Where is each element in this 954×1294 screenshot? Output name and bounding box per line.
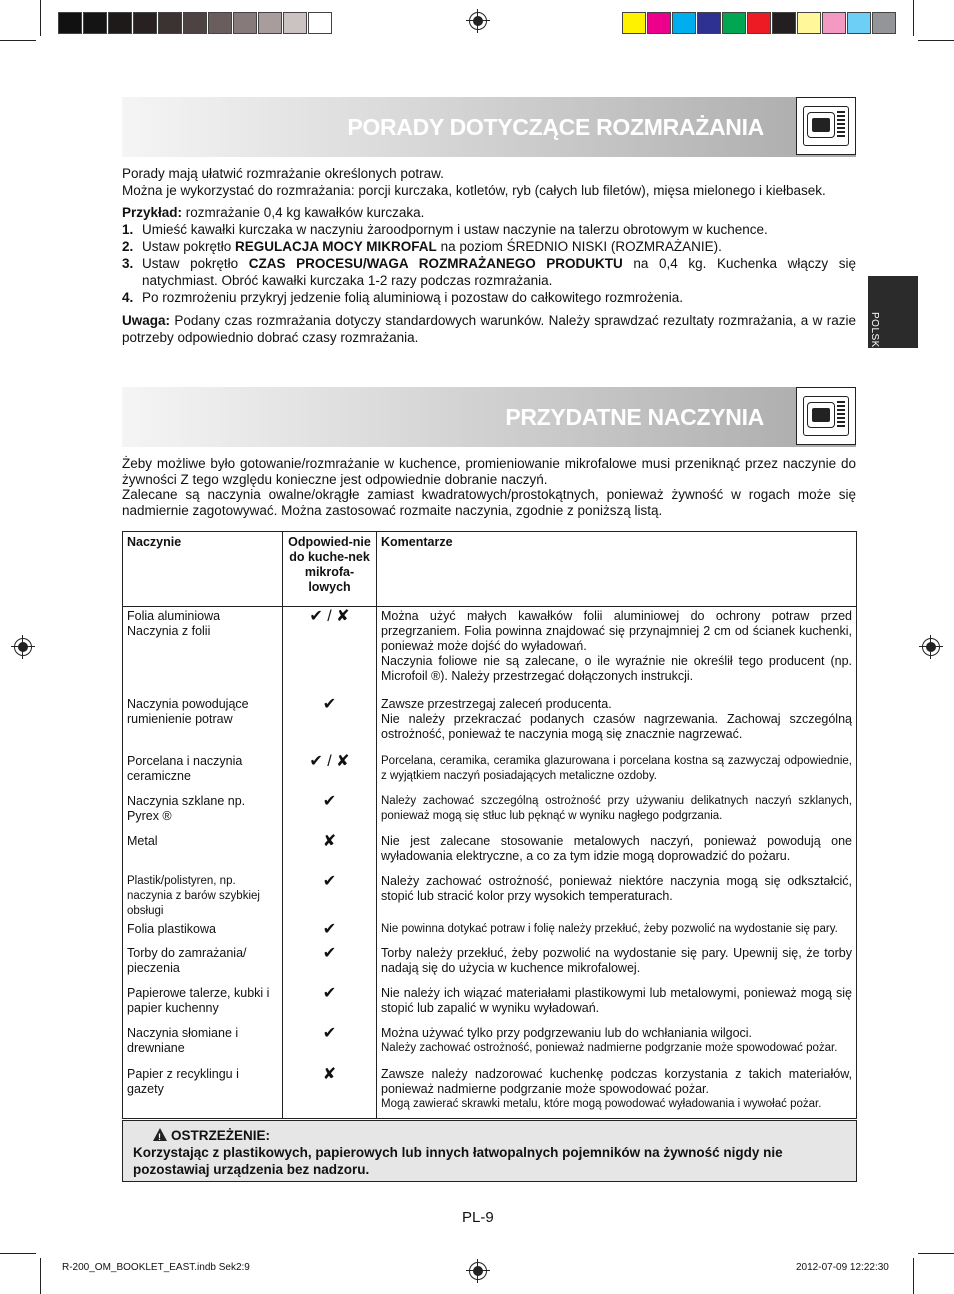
paragraph: Żeby możliwe było gotowanie/rozmrażanie w kuchence, promieniowanie mikrofalowe musi przeniknąć przez naczynie do żywności Z tego względu konieczne jest odpowiednie dobranie naczyń.: [122, 456, 856, 487]
language-tab-label: POLSKI: [869, 312, 880, 352]
comment-cell: [377, 752, 857, 792]
table-row: [123, 872, 857, 920]
cookware-name: Porcelana i naczynia ceramiczne: [123, 752, 283, 792]
section-banner-defrost: [122, 97, 856, 157]
warning-box: [122, 1120, 857, 1182]
table-row: [123, 944, 857, 984]
color-swatch: [258, 12, 282, 34]
comment-cell: [377, 832, 857, 872]
color-swatch: [233, 12, 257, 34]
suitability-mark: ✔: [283, 920, 377, 944]
crop-mark: [0, 1253, 36, 1254]
suitability-mark: ✔: [283, 1024, 377, 1065]
warning-triangle-icon: [153, 1128, 167, 1141]
color-swatch: [622, 12, 646, 34]
note-text: Podany czas rozmrażania dotyczy standardowych warunków. Należy sprawdzać rezultaty rozmrażania, a w razie potrzeby odpowiednio dobrać czasy rozmrażania.: [122, 313, 856, 345]
color-swatch: [797, 12, 821, 34]
step-item: 1. Umieść kawałki kurczaka w naczyniu żaroodpornym i ustaw naczynie na talerzu obrotowym w kuchence.: [122, 222, 768, 237]
grayscale-color-bar: [58, 12, 333, 34]
color-swatch: [108, 12, 132, 34]
table-row: [123, 1065, 857, 1119]
section-title: PRZYDATNE NACZYNIA: [505, 404, 764, 430]
comment-text: Nie należy ich wiązać materiałami plastikowymi lub metalowymi, ponieważ mogą się stopić lub zapalić w wyniku wyładowań.: [381, 985, 852, 1015]
comment-cell: [377, 944, 857, 984]
cookware-name: Papier z recyklingu i gazety: [123, 1065, 283, 1119]
note: [122, 312, 856, 346]
crop-mark: [40, 1258, 41, 1294]
color-swatch: [872, 12, 896, 34]
cookware-name: Naczynia szklane np. Pyrex ®: [123, 792, 283, 832]
table-row: [123, 752, 857, 792]
step-item: 4. Po rozmrożeniu przykryj jedzenie folią aluminiową i pozostaw do całkowitego rozmrożenia.: [122, 290, 683, 305]
table-row: [123, 984, 857, 1024]
cookware-name: Folia plastikowa: [123, 920, 283, 944]
color-swatch: [697, 12, 721, 34]
warning-label: OSTRZEŻENIE:: [171, 1128, 271, 1143]
cookware-table: [122, 531, 857, 1119]
suitability-mark: ✘: [283, 1065, 377, 1119]
crop-mark: [0, 40, 36, 41]
color-swatch: [772, 12, 796, 34]
cookware-name: Naczynia słomiane i drewniane: [123, 1024, 283, 1065]
comment-cell: [377, 1024, 857, 1065]
comment-note: Mogą zawierać skrawki metalu, które mogą powodować wyładowania i wywołać pożar.: [381, 1097, 822, 1110]
example-text: rozmrażanie 0,4 kg kawałków kurczaka.: [182, 205, 425, 220]
table-row: [123, 792, 857, 832]
cookware-name: Torby do zamrażania/ pieczenia: [123, 944, 283, 984]
cookware-name: Folia aluminiowa Naczynia z folii: [123, 607, 283, 695]
example-label: Przykład:: [122, 205, 183, 220]
microwave-icon: [796, 387, 856, 445]
comment-cell: [377, 984, 857, 1024]
warning-text: Korzystając z plastikowych, papierowych lub innych łatwopalnych pojemników na żywność nigdy nie pozostawiaj urządzenia bez nadzoru.: [133, 1145, 783, 1177]
table-row: [123, 832, 857, 872]
comment-text: Można użyć małych kawałków folii aluminiowej do ochrony potraw przed przegrzaniem. Folia powinna znajdować się przynajmniej 2 cm od ścianek kuchenki, ponieważ może dojść do wyładowań. Naczynia foliowe nie są zalecane, o ile wyraźnie nie określił tego producent (np. Microfoil ®). Należy przestrzegać dołączonych instrukcji.: [381, 609, 852, 683]
header-cell: Odpowied-nie do kuche-nek mikrofa-lowych: [283, 532, 377, 607]
cookware-name: Plastik/polistyren, np. naczynia z barów szybkiej obsługi: [123, 872, 283, 920]
step-item: 2. Ustaw pokrętło REGULACJA MOCY MIKROFAL na poziom ŚREDNIO NISKI (ROZMRAŻANIE).: [122, 239, 722, 254]
suitability-mark: ✔ / ✘: [283, 752, 377, 792]
comment-text: Można używać tylko przy podgrzewaniu lub do wchłaniania wilgoci.: [381, 1025, 753, 1040]
comment-text: Porcelana, ceramika, ceramika glazurowana i porcelana kostna są zazwyczaj odpowiednie, z wyjątkiem naczyń posiadających metaliczne ozdoby.: [381, 754, 852, 782]
crop-mark: [913, 1258, 914, 1294]
color-swatch: [672, 12, 696, 34]
comment-cell: [377, 607, 857, 695]
suitability-mark: ✔: [283, 984, 377, 1024]
section-title: PORADY DOTYCZĄCE ROZMRAŻANIA: [347, 114, 764, 140]
color-swatch: [822, 12, 846, 34]
header-cell: Naczynie: [123, 532, 283, 607]
comment-text: Torby należy przekłuć, żeby pozwolić na wydostanie się pary. Upewnij się, że torby nadają się do użycia w kuchence mikrofalowej.: [381, 945, 852, 975]
comment-cell: [377, 920, 857, 944]
header-cell: Komentarze: [377, 532, 857, 607]
suitability-mark: ✔: [283, 792, 377, 832]
comment-text: Zawsze przestrzegaj zaleceń producenta. Nie należy przekraczać podanych czasów nagrzewania. Zachowaj szczególną ostrożność, ponieważ te naczynia mogą się znacznie nagrzewać.: [381, 696, 852, 741]
color-swatch: [183, 12, 207, 34]
process-color-bar: [622, 12, 897, 34]
suitability-mark: ✘: [283, 832, 377, 872]
defrost-intro: [122, 165, 856, 346]
intro-line: Można je wykorzystać do rozmrażania: porcji kurczaka, kotletów, ryb (całych lub filetów), mięsa mielonego i kiełbasek.: [122, 183, 826, 198]
color-swatch: [647, 12, 671, 34]
paragraph: Zalecane są naczynia owalne/okrągłe zamiast kwadratowych/prostokątnych, ponieważ żywność w rogach może się nadmiernie zagotowywać. Można zastosować rozmaite naczynia, zgodnie z poniższą listą.: [122, 487, 856, 518]
suitability-mark: ✔: [283, 872, 377, 920]
example-line: [122, 204, 856, 221]
microwave-icon: [796, 97, 856, 155]
color-swatch: [308, 12, 332, 34]
color-swatch: [58, 12, 82, 34]
suitability-mark: ✔: [283, 695, 377, 752]
color-swatch: [133, 12, 157, 34]
color-swatch: [208, 12, 232, 34]
table-row: [123, 920, 857, 944]
table-row: [123, 1024, 857, 1065]
crop-mark: [913, 0, 914, 36]
comment-text: Należy zachować szczególną ostrożność przy używaniu delikatnych naczyń szklanych, ponieważ mogą się stłuc lub pęknąć w wyniku nagłego podgrzania.: [381, 794, 852, 822]
comment-cell: [377, 1065, 857, 1119]
comment-note: Należy zachować ostrożność, ponieważ nadmierne podgrzanie może spowodować pożar.: [381, 1041, 838, 1054]
color-swatch: [158, 12, 182, 34]
registration-mark: [469, 12, 487, 30]
comment-text: Nie jest zalecane stosowanie metalowych naczyń, ponieważ powodują one wyładowania elektryczne, a co za tym idzie mogą doprowadzić do pożaru.: [381, 833, 852, 863]
table-row: [123, 607, 857, 695]
color-swatch: [283, 12, 307, 34]
table-row: [123, 695, 857, 752]
page-number: PL-9: [462, 1209, 494, 1226]
color-swatch: [83, 12, 107, 34]
registration-mark: [922, 638, 940, 656]
suitability-mark: ✔ / ✘: [283, 607, 377, 695]
footer-file: R-200_OM_BOOKLET_EAST.indb Sek2:9: [62, 1262, 250, 1273]
crop-mark: [918, 1253, 954, 1254]
registration-mark: [14, 638, 32, 656]
cookware-name: Metal: [123, 832, 283, 872]
comment-cell: [377, 872, 857, 920]
crop-mark: [40, 0, 41, 36]
comment-text: Nie powinna dotykać potraw i folię należy przekłuć, żeby pozwolić na wydostanie się pary.: [381, 922, 838, 935]
table-header-row: [123, 532, 857, 607]
registration-mark: [469, 1262, 487, 1280]
color-swatch: [722, 12, 746, 34]
footer-date: 2012-07-09 12:22:30: [796, 1262, 889, 1273]
defrost-steps: [122, 221, 856, 306]
step-item: 3. Ustaw pokrętło CZAS PROCESU/WAGA ROZMRAŻANEGO PRODUKTU na 0,4 kg. Kuchenka włączy się natychmiast. Obróć kawałki kurczaka 1-2 razy podczas rozmrażania.: [122, 256, 856, 288]
cookware-name: Papierowe talerze, kubki i papier kuchenny: [123, 984, 283, 1024]
comment-text: Zawsze należy nadzorować kuchenkę podczas korzystania z takich materiałów, ponieważ nadmierne podgrzanie może spowodować pożar.: [381, 1066, 852, 1096]
cookware-intro: [122, 456, 856, 518]
comment-cell: [377, 792, 857, 832]
color-swatch: [747, 12, 771, 34]
cookware-name: Naczynia powodujące rumienienie potraw: [123, 695, 283, 752]
intro-line: Porady mają ułatwić rozmrażanie określonych potraw.: [122, 166, 444, 181]
note-label: Uwaga:: [122, 313, 171, 328]
language-tab: [868, 276, 918, 352]
color-swatch: [847, 12, 871, 34]
comment-text: Należy zachować ostrożność, ponieważ niektóre naczynia mogą się odkształcić, stopić lub stracić kolor przy wysokich temperaturach.: [381, 873, 852, 903]
suitability-mark: ✔: [283, 944, 377, 984]
comment-cell: [377, 695, 857, 752]
crop-mark: [918, 40, 954, 41]
section-banner-cookware: [122, 387, 856, 447]
